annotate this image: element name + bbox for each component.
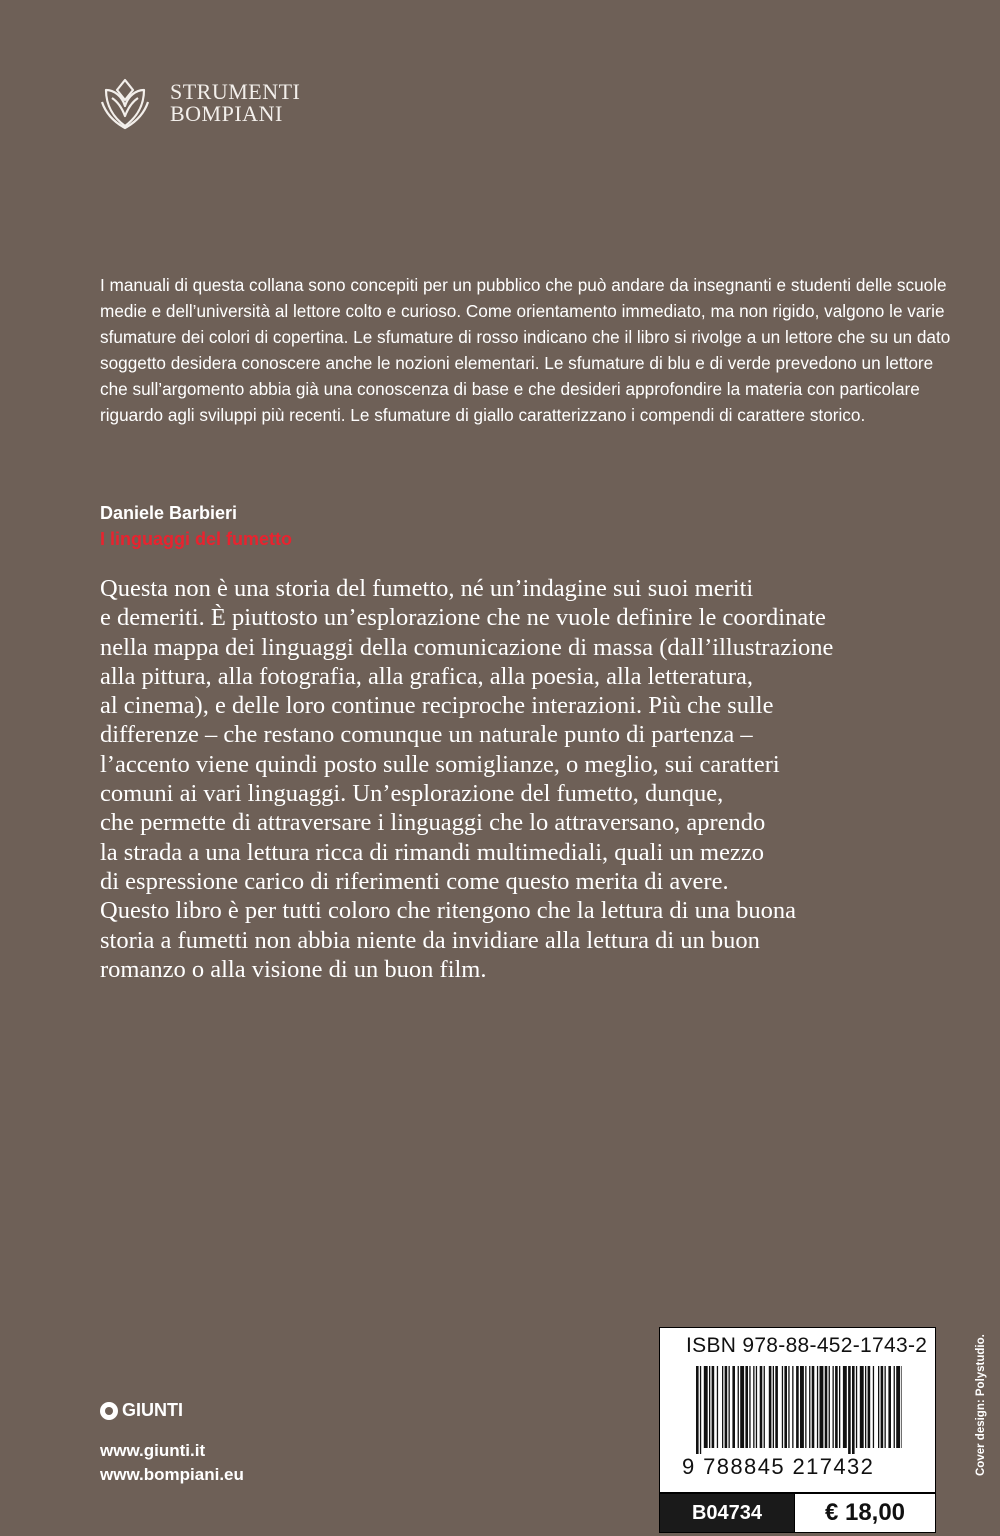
blurb-line: che permette di attraversare i linguaggi che lo attraversano, aprendo xyxy=(100,809,766,837)
barcode-bar xyxy=(729,1366,730,1448)
product-code: B04734 xyxy=(660,1494,794,1532)
barcode-bar xyxy=(809,1366,810,1448)
barcode-bar xyxy=(704,1366,708,1448)
blurb-line: differenze – che restano comunque un naturale punto di partenza – xyxy=(100,721,753,749)
barcode-bar xyxy=(805,1366,806,1448)
series-name xyxy=(170,81,300,125)
barcode-bar xyxy=(792,1366,793,1448)
barcode-bar xyxy=(732,1366,735,1448)
barcode-bar xyxy=(712,1366,715,1448)
barcode-bar xyxy=(725,1366,728,1448)
barcode-bar xyxy=(722,1366,723,1448)
book-title: I linguaggi del fumetto xyxy=(100,529,292,549)
blurb-line: Questo libro è per tutti coloro che ritengono che la lettura di una buona xyxy=(100,897,796,925)
blurb-line: comuni ai vari linguaggi. Un’esplorazione del fumetto, dunque, xyxy=(100,780,724,808)
barcode-bar xyxy=(868,1366,871,1448)
barcode-bar xyxy=(760,1366,763,1448)
barcode-bar xyxy=(753,1366,754,1448)
barcode-bar xyxy=(800,1366,804,1448)
barcode-bar xyxy=(843,1366,847,1448)
blurb-line: di espressione carico di riferimenti come questo merita di avere. xyxy=(100,867,729,895)
blurb-line: Questa non è una storia del fumetto, né un’indagine sui suoi meriti xyxy=(100,575,754,602)
barcode-bar xyxy=(740,1366,744,1448)
barcode-digits: 9 788845 217432 xyxy=(682,1454,875,1479)
barcode-bar xyxy=(700,1366,701,1454)
url-bompiani[interactable]: www.bompiani.eu xyxy=(100,1465,244,1484)
barcode-bar xyxy=(709,1366,710,1448)
publisher-name: GIUNTI xyxy=(122,1400,183,1420)
barcode-bar xyxy=(745,1366,748,1448)
intro-line: soggetto desidera conoscere anche le nozioni elementari. Le sfumature di blu e di verde prevedono un lettore xyxy=(100,353,934,373)
barcode-box xyxy=(659,1327,936,1493)
barcode-bar xyxy=(825,1366,828,1448)
barcode-bar xyxy=(878,1366,879,1448)
giunti-g-icon xyxy=(100,1402,118,1420)
barcode-bar xyxy=(888,1366,891,1448)
blurb-line: storia a fumetti non abbia niente da invidiare alla lettura di un buon xyxy=(100,926,760,954)
blurb-line: nella mappa dei linguaggi della comunicazione di massa (dall’illustrazione xyxy=(100,633,834,661)
barcode-bar xyxy=(856,1366,857,1448)
barcode-bar xyxy=(749,1366,750,1448)
barcode-bar xyxy=(852,1366,855,1454)
barcode-bar xyxy=(829,1366,830,1448)
cover-credit: Cover design: Polystudio. xyxy=(975,1334,987,1476)
barcode-bar xyxy=(812,1366,815,1448)
isbn-label: ISBN 978-88-452-1743-2 xyxy=(686,1334,928,1357)
intro-line: I manuali di questa collana sono concepiti per un pubblico che può andare da insegnanti e studenti delle scuole xyxy=(100,275,947,295)
blurb-line: alla pittura, alla fotografia, alla grafica, alla poesia, alla letteratura, xyxy=(100,662,753,690)
blurb-line: la strada a una lettura ricca di rimandi multimediali, quali un mezzo xyxy=(100,838,764,866)
barcode-bar xyxy=(848,1366,851,1454)
series-description xyxy=(100,272,950,428)
barcode-bar xyxy=(860,1366,864,1448)
barcode-icon xyxy=(696,1366,902,1454)
barcode-bar xyxy=(773,1366,774,1448)
flower-emblem-icon xyxy=(100,76,150,130)
series-logo xyxy=(100,76,300,130)
barcode-bar xyxy=(901,1366,902,1448)
barcode-bar xyxy=(696,1366,699,1454)
url-giunti[interactable]: www.giunti.it xyxy=(100,1441,206,1460)
publisher-logo xyxy=(100,1400,183,1421)
price-row xyxy=(659,1493,936,1533)
barcode-bar xyxy=(881,1366,884,1448)
barcode-bar xyxy=(782,1366,783,1448)
barcode-bar xyxy=(788,1366,789,1448)
series-name-line1: STRUMENTI xyxy=(170,79,301,104)
barcode-bar xyxy=(769,1366,772,1448)
barcode-bar xyxy=(894,1366,895,1448)
barcode-bar xyxy=(833,1366,834,1448)
barcode-bar xyxy=(764,1366,765,1448)
book-blurb xyxy=(100,574,980,984)
barcode-bar xyxy=(775,1366,778,1448)
blurb-line: romanzo o alla visione di un buon film. xyxy=(100,955,487,983)
book-author: Daniele Barbieri xyxy=(100,503,238,523)
barcode-bar xyxy=(839,1366,840,1448)
barcode-bar xyxy=(865,1366,866,1448)
barcode-bar xyxy=(796,1366,799,1448)
intro-line: sfumature dei colori di copertina. Le sfumature di rosso indicano che il libro si rivolge a un lettore che su un dato xyxy=(100,327,951,347)
publisher-urls xyxy=(100,1439,244,1487)
barcode-bar xyxy=(756,1366,757,1448)
price: € 18,00 xyxy=(794,1494,935,1532)
blurb-line: l’accento viene quindi posto sulle somiglianze, o meglio, sui caratteri xyxy=(100,750,780,778)
barcode-bar xyxy=(717,1366,718,1448)
blurb-line: e demeriti. È piuttosto un’esplorazione che ne vuole definire le coordinate xyxy=(100,604,826,632)
barcode-bar xyxy=(873,1366,874,1448)
blurb-line: al cinema), e delle loro continue reciproche interazioni. Più che sulle xyxy=(100,692,774,720)
barcode-bar xyxy=(885,1366,886,1448)
barcode-bar xyxy=(896,1366,900,1448)
barcode-bar xyxy=(738,1366,739,1448)
series-name-line2: BOMPIANI xyxy=(170,101,283,126)
intro-line: medie e dell’università al lettore colto e curioso. Come orientamento immediato, ma non rigido, valgono le varie xyxy=(100,301,945,321)
barcode-bar xyxy=(817,1366,818,1448)
intro-line: che sull’argomento abbia già una conoscenza di base e che desideri approfondire la materia con particolare xyxy=(100,379,920,399)
barcode-bar xyxy=(784,1366,787,1448)
barcode-bar xyxy=(835,1366,838,1448)
intro-line: riguardo agli sviluppi più recenti. Le sfumature di giallo caratterizzano i compendi di carattere storico. xyxy=(100,405,866,425)
barcode-bar xyxy=(820,1366,824,1448)
